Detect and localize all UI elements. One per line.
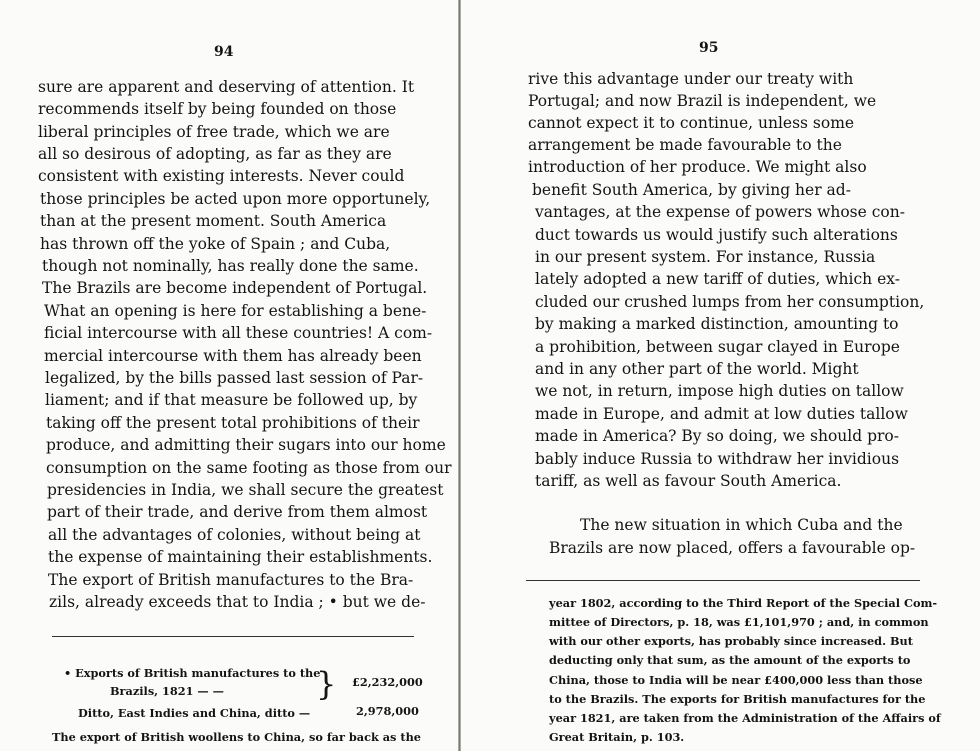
body-line: ficial intercourse with all these countries! A com- [44,324,433,342]
body-line: and in any other part of the world. Might [535,360,859,378]
body-line: tariff, as well as favour South America. [535,472,842,490]
footnote-line: to the Brazils. The exports for British manufactures for the [549,692,926,706]
body-line: lately adopted a new tariff of duties, which ex- [535,270,900,288]
footnote-line: with our other exports, has probably since increased. But [549,634,913,648]
body-line: made in America? By so doing, we should pro- [535,427,900,445]
body-line: introduction of her produce. We might also [528,158,867,176]
page-number: 95 [699,40,719,56]
body-line: we not, in return, impose high duties on tallow [535,382,904,400]
paragraph-line: The new situation in which Cuba and the [580,516,903,534]
body-line: duct towards us would justify such alterations [535,226,898,244]
body-line: liberal principles of free trade, which we are [38,123,390,141]
footnote-line: year 1802, according to the Third Report of the Special Com- [549,596,938,610]
footnote-line: mittee of Directors, p. 18, was £1,101,970 ; and, in common [549,615,929,629]
body-line: has thrown off the yoke of Spain ; and Cuba, [40,235,391,253]
footnote-value: 2,978,000 [356,704,419,718]
body-line: bably induce Russia to withdraw her invidious [535,450,900,468]
body-line: cannot expect it to continue, unless some [528,114,855,132]
body-line: part of their trade, and derive from them almost [47,503,428,521]
footnote-table [60,666,430,722]
footnote-row-label: Ditto, East Indies and China, ditto — [78,706,311,720]
footnote-rule [526,580,920,581]
body-line: legalized, by the bills passed last session of Par- [45,369,424,387]
footnote-line: The export of British woollens to China, so far back as the [52,730,421,744]
body-line: all the advantages of colonies, without being at [48,526,421,544]
body-line: produce, and admitting their sugars into our home [46,436,446,454]
body-line: Portugal; and now Brazil is independent, we [528,92,877,110]
body-line: mercial intercourse with them has already been [44,347,422,365]
body-line: consistent with existing interests. Never could [38,167,405,185]
paragraph-line: Brazils are now placed, offers a favourable op- [549,539,916,557]
body-line: arrangement be made favourable to the [528,136,842,154]
body-line: cluded our crushed lumps from her consumption, [535,293,925,311]
body-line: in our present system. For instance, Russia [535,248,876,266]
body-line: zils, already exceeds that to India ; • but we de- [49,593,426,611]
body-line: a prohibition, between sugar clayed in Europe [535,338,900,356]
body-line: benefit South America, by giving her ad- [532,181,851,199]
body-line: the expense of maintaining their establishments. [48,548,433,566]
body-line: rive this advantage under our treaty with [528,70,854,88]
footnote-line: year 1821, are taken from the Administration of the Affairs of [549,711,941,725]
brace-icon: } [316,665,337,703]
body-line: recommends itself by being founded on those [38,100,397,118]
footnote-rule [52,636,414,637]
body-line: sure are apparent and deserving of attention. It [38,78,415,96]
body-line: What an opening is here for establishing a bene- [44,302,427,320]
body-line: than at the present moment. South America [40,212,387,230]
body-line: all so desirous of adopting, as far as they are [38,145,392,163]
right-page [460,0,980,751]
body-line: by making a marked distinction, amounting to [535,315,899,333]
body-line: vantages, at the expense of powers whose con- [535,203,905,221]
left-page [0,0,460,751]
footnote-row-label: Brazils, 1821 — — [110,684,224,698]
footnote-line: China, those to India will be near £400,000 less than those [549,673,923,687]
page-number: 94 [214,44,234,60]
body-line: The export of British manufactures to the Bra- [48,571,414,589]
body-line: presidencies in India, we shall secure the greatest [47,481,444,499]
body-line: The Brazils are become independent of Portugal. [42,279,428,297]
footnote-value: £2,232,000 [352,675,423,689]
footnote-line: Great Britain, p. 103. [549,730,685,744]
body-line: those principles be acted upon more opportunely, [40,190,431,208]
body-line: liament; and if that measure be followed up, by [45,391,418,409]
body-line: though not nominally, has really done the same. [42,257,419,275]
body-line: made in Europe, and admit at low duties tallow [535,405,908,423]
footnote-line: deducting only that sum, as the amount of the exports to [549,653,911,667]
body-line: taking off the present total prohibitions of their [46,414,420,432]
body-line: consumption on the same footing as those from our [46,459,452,477]
footnote-row-label: • Exports of British manufactures to the [64,666,321,680]
